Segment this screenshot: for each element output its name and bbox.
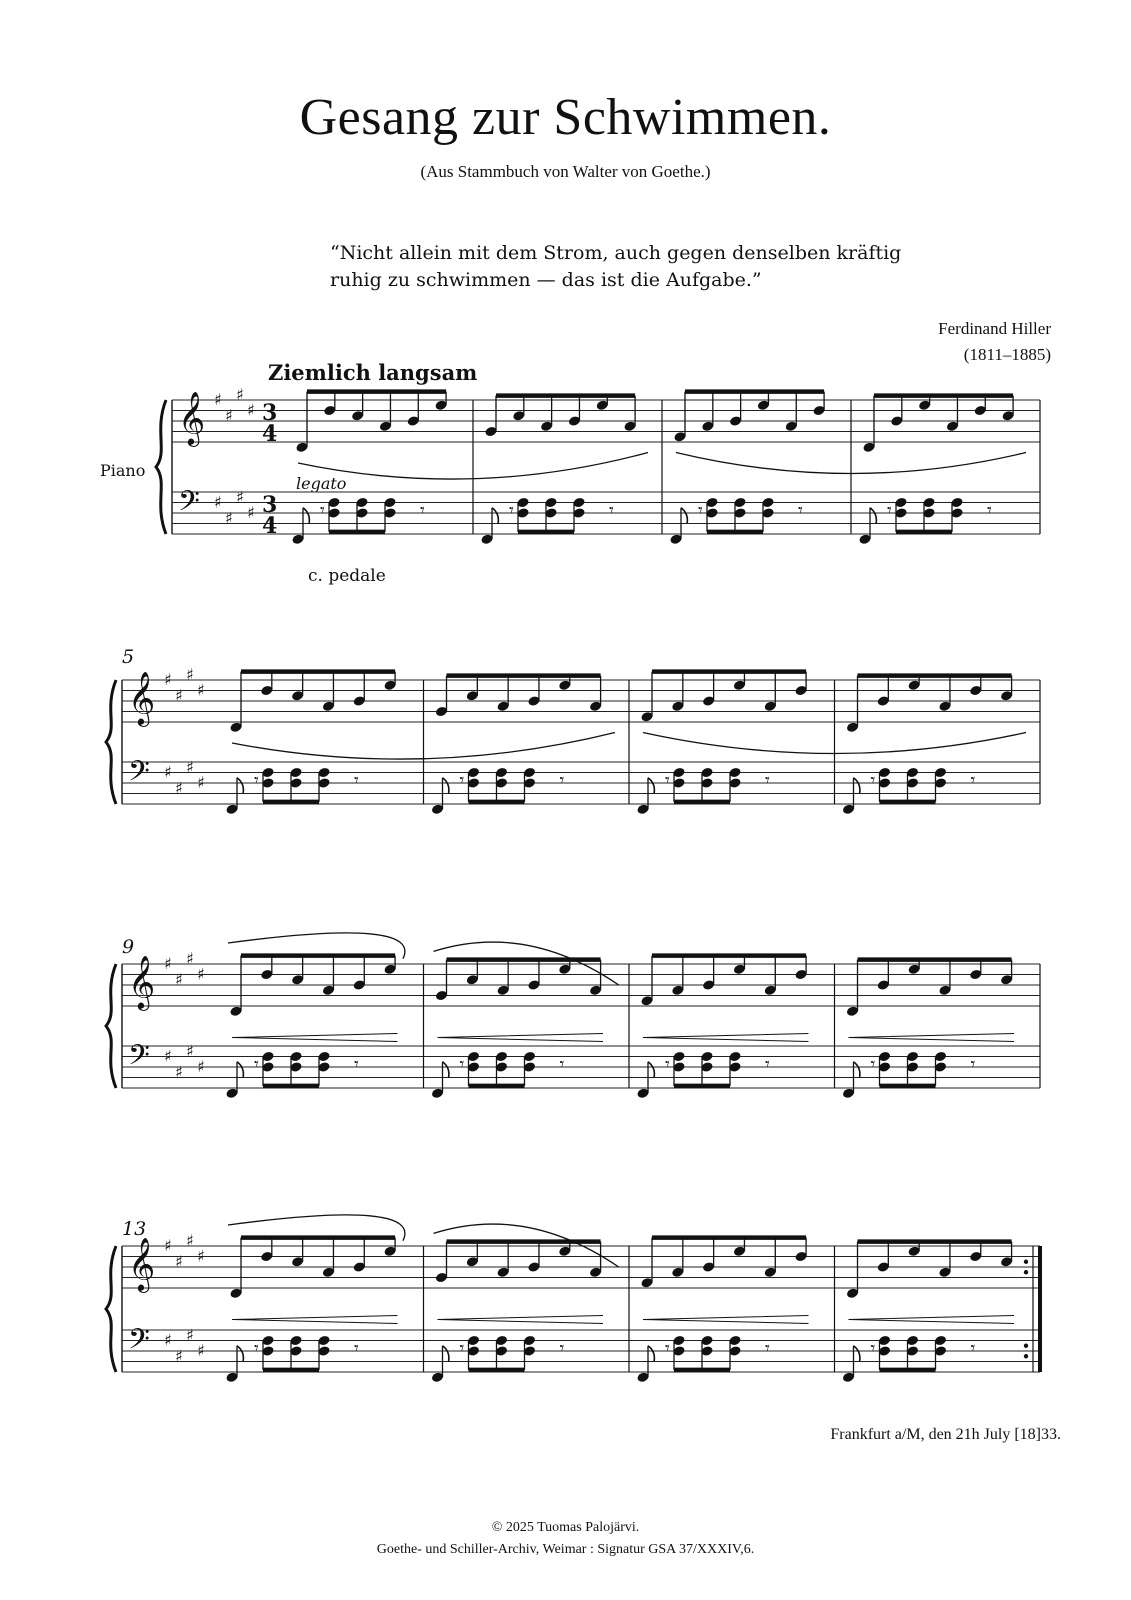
sharp-sign: ♯ bbox=[214, 390, 222, 409]
flag bbox=[443, 778, 449, 794]
brace bbox=[106, 964, 116, 1088]
sharp-sign: ♯ bbox=[225, 405, 233, 425]
brace bbox=[156, 400, 166, 534]
pedal-marking: c. pedale bbox=[308, 566, 386, 586]
sharp-sign: ♯ bbox=[197, 680, 205, 700]
eighth-rest: 𝄾 bbox=[765, 1054, 770, 1076]
measure-number: 9 bbox=[122, 936, 135, 958]
sharp-sign: ♯ bbox=[225, 508, 233, 528]
place-date: Frankfurt a/M, den 21h July [18]33. bbox=[830, 1426, 1061, 1443]
repeat-dot bbox=[1024, 1354, 1028, 1358]
sharp-sign: ♯ bbox=[164, 670, 172, 689]
eighth-rest: 𝄾 bbox=[665, 1338, 670, 1360]
sharp-sign: ♯ bbox=[186, 948, 194, 968]
eighth-rest: 𝄾 bbox=[970, 770, 976, 792]
copyright: © 2025 Tuomas Palojärvi. bbox=[491, 1520, 640, 1535]
sharp-sign: ♯ bbox=[164, 762, 172, 782]
eighth-rest: 𝄾 bbox=[559, 1338, 565, 1360]
tempo-marking: Ziemlich langsam bbox=[268, 360, 478, 385]
sharp-sign: ♯ bbox=[164, 1236, 172, 1255]
legato-marking: legato bbox=[296, 474, 347, 493]
sharp-sign: ♯ bbox=[197, 964, 205, 984]
treble-clef: 𝄞 bbox=[128, 670, 156, 725]
brace bbox=[106, 680, 116, 804]
repeat-dot bbox=[1024, 1344, 1028, 1348]
bass-clef: 𝄢 bbox=[128, 1039, 150, 1080]
composer-name: Ferdinand Hiller bbox=[938, 319, 1051, 338]
eighth-rest: 𝄾 bbox=[665, 770, 670, 792]
sharp-sign: ♯ bbox=[197, 1341, 205, 1360]
sharp-sign: ♯ bbox=[197, 1057, 205, 1076]
sharp-sign: ♯ bbox=[175, 778, 183, 798]
archive-source: Goethe- und Schiller-Archiv, Weimar : Signatur GSA 37/XXXIV,6. bbox=[376, 1542, 755, 1557]
eighth-rest: 𝄾 bbox=[354, 1338, 359, 1360]
time-signature-digit: 3 bbox=[262, 491, 278, 518]
eighth-rest: 𝄾 bbox=[765, 1338, 770, 1360]
eighth-rest: 𝄾 bbox=[254, 770, 259, 792]
eighth-rest: 𝄾 bbox=[559, 770, 565, 792]
eighth-rest: 𝄾 bbox=[459, 1054, 465, 1076]
eighth-rest: 𝄾 bbox=[970, 1054, 976, 1076]
sharp-sign: ♯ bbox=[186, 664, 194, 684]
eighth-rest: 𝄾 bbox=[254, 1054, 259, 1076]
measure-number: 13 bbox=[122, 1218, 147, 1240]
sharp-sign: ♯ bbox=[164, 1046, 172, 1066]
epigraph-line-2: ruhig zu schwimmen — das ist die Aufgabe.” bbox=[330, 269, 762, 291]
decrescendo-hairpin bbox=[849, 1316, 1015, 1324]
sharp-sign: ♯ bbox=[214, 492, 222, 512]
decrescendo-hairpin bbox=[232, 1316, 398, 1324]
eighth-rest: 𝄾 bbox=[970, 1338, 976, 1360]
eighth-rest: 𝄾 bbox=[559, 1054, 565, 1076]
eighth-rest: 𝄾 bbox=[459, 1338, 465, 1360]
sharp-sign: ♯ bbox=[186, 1230, 194, 1250]
flag bbox=[237, 778, 243, 794]
treble-clef: 𝄞 bbox=[128, 1236, 156, 1291]
sharp-sign: ♯ bbox=[197, 1246, 205, 1266]
sharp-sign: ♯ bbox=[164, 954, 172, 973]
sharp-sign: ♯ bbox=[175, 1346, 183, 1366]
decrescendo-hairpin bbox=[849, 1034, 1015, 1042]
eighth-rest: 𝄾 bbox=[665, 1054, 670, 1076]
flag bbox=[854, 1346, 860, 1362]
eighth-rest: 𝄾 bbox=[798, 500, 803, 522]
flag bbox=[303, 508, 309, 524]
eighth-rest: 𝄾 bbox=[320, 500, 325, 522]
flag bbox=[648, 1062, 654, 1078]
eighth-rest: 𝄾 bbox=[509, 500, 514, 522]
decrescendo-hairpin bbox=[643, 1316, 809, 1324]
sharp-sign: ♯ bbox=[175, 1062, 183, 1082]
eighth-rest: 𝄾 bbox=[354, 1054, 359, 1076]
piece-subtitle: (Aus Stammbuch von Walter von Goethe.) bbox=[420, 162, 711, 181]
sharp-sign: ♯ bbox=[197, 773, 205, 792]
time-signature-digit: 4 bbox=[262, 512, 278, 539]
instrument-name: Piano bbox=[100, 461, 146, 480]
sharp-sign: ♯ bbox=[236, 487, 244, 507]
eighth-rest: 𝄾 bbox=[765, 770, 770, 792]
repeat-dot bbox=[1024, 1270, 1028, 1274]
flag bbox=[648, 1346, 654, 1362]
eighth-rest: 𝄾 bbox=[987, 500, 992, 522]
flag bbox=[854, 1062, 860, 1078]
flag bbox=[681, 508, 687, 524]
flag bbox=[492, 508, 498, 524]
eighth-rest: 𝄾 bbox=[609, 500, 614, 522]
bass-clef: 𝄢 bbox=[178, 485, 200, 526]
bass-clef: 𝄢 bbox=[128, 755, 150, 796]
decrescendo-hairpin bbox=[438, 1316, 604, 1324]
measure-number: 5 bbox=[122, 646, 135, 668]
piece-title: Gesang zur Schwimmen. bbox=[299, 89, 832, 146]
sharp-sign: ♯ bbox=[164, 1330, 172, 1350]
sharp-sign: ♯ bbox=[175, 969, 183, 989]
eighth-rest: 𝄾 bbox=[420, 500, 425, 522]
flag bbox=[854, 778, 860, 794]
sharp-sign: ♯ bbox=[186, 1325, 194, 1345]
eighth-rest: 𝄾 bbox=[870, 1054, 876, 1076]
flag bbox=[870, 508, 876, 524]
sharp-sign: ♯ bbox=[186, 1041, 194, 1061]
decrescendo-hairpin bbox=[438, 1034, 604, 1042]
treble-clef: 𝄞 bbox=[178, 390, 206, 445]
flag bbox=[237, 1062, 243, 1078]
eighth-rest: 𝄾 bbox=[354, 770, 359, 792]
flag bbox=[443, 1346, 449, 1362]
flag bbox=[237, 1346, 243, 1362]
sharp-sign: ♯ bbox=[186, 757, 194, 777]
sharp-sign: ♯ bbox=[247, 400, 255, 420]
eighth-rest: 𝄾 bbox=[254, 1338, 259, 1360]
flag bbox=[443, 1062, 449, 1078]
treble-clef: 𝄞 bbox=[128, 954, 156, 1009]
flag bbox=[648, 778, 654, 794]
repeat-dot bbox=[1024, 1260, 1028, 1264]
epigraph-line-1: “Nicht allein mit dem Strom, auch gegen denselben kräftig bbox=[330, 242, 902, 264]
eighth-rest: 𝄾 bbox=[887, 500, 892, 522]
sharp-sign: ♯ bbox=[236, 384, 244, 404]
composer-dates: (1811–1885) bbox=[963, 345, 1051, 364]
decrescendo-hairpin bbox=[232, 1034, 398, 1042]
brace bbox=[106, 1246, 116, 1372]
eighth-rest: 𝄾 bbox=[459, 770, 465, 792]
eighth-rest: 𝄾 bbox=[870, 770, 876, 792]
sharp-sign: ♯ bbox=[175, 1251, 183, 1271]
sharp-sign: ♯ bbox=[247, 503, 255, 522]
decrescendo-hairpin bbox=[643, 1034, 809, 1042]
sharp-sign: ♯ bbox=[175, 685, 183, 705]
time-signature-digit: 4 bbox=[262, 420, 278, 447]
eighth-rest: 𝄾 bbox=[870, 1338, 876, 1360]
time-signature-digit: 3 bbox=[262, 399, 278, 426]
bass-clef: 𝄢 bbox=[128, 1323, 150, 1364]
eighth-rest: 𝄾 bbox=[698, 500, 703, 522]
